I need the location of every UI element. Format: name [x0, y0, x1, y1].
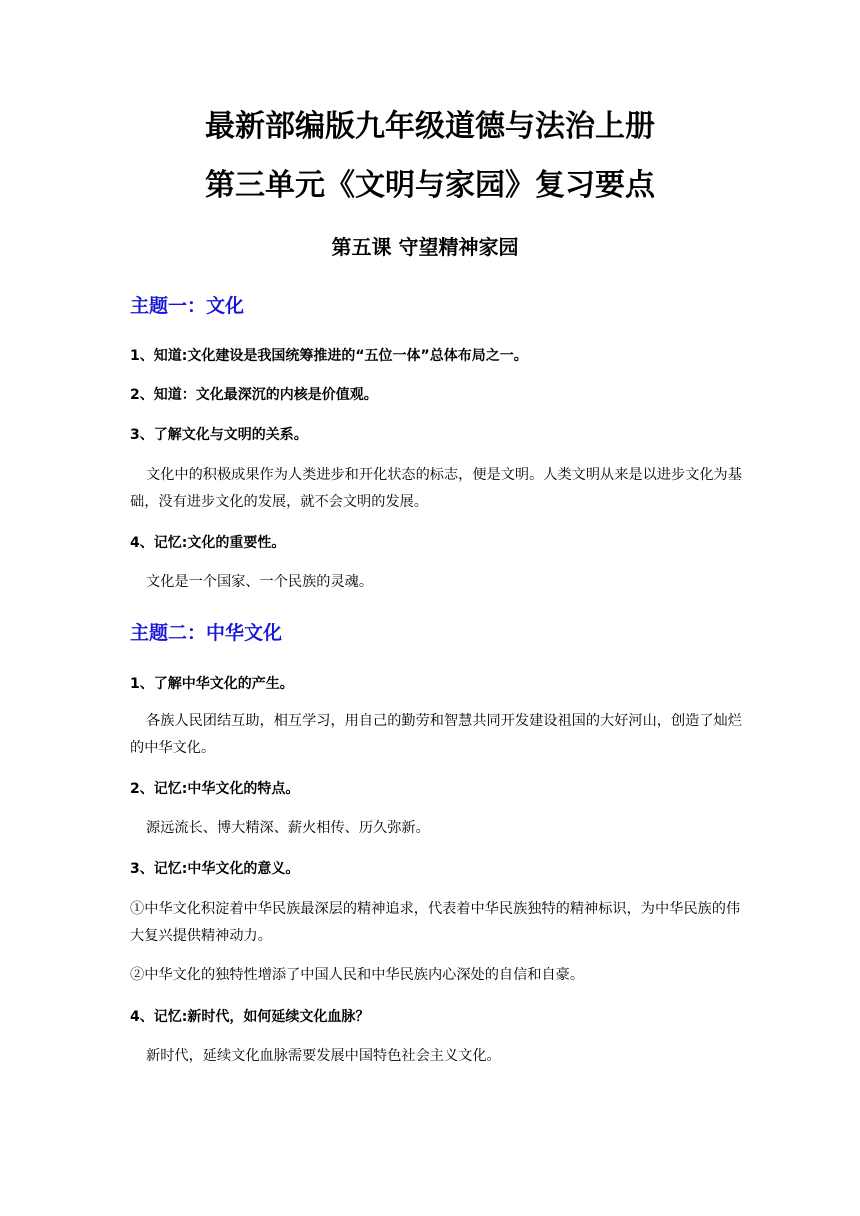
topic2-item4: 4、记忆:新时代，如何延续文化血脉？: [130, 1009, 370, 1025]
topic2-item3-point1: ①中华文化积淀着中华民族最深层的精神追求，代表着中华民族独特的精神标识，为中华民族的伟大复兴提供精神动力。: [130, 901, 741, 944]
topic2-item2-text: 源远流长、博大精深、薪火相传、历久弥新。: [146, 820, 430, 836]
topic2-heading: 主题二：中华文化: [130, 622, 283, 644]
topic1-item4-text: 文化是一个国家、一个民族的灵魂。: [146, 574, 374, 590]
topic2-item1: 1、了解中华文化的产生。: [130, 676, 294, 692]
topic2-item3: 3、记忆:中华文化的意义。: [130, 861, 300, 877]
topic1-item4: 4、记忆:文化的重要性。: [130, 535, 286, 551]
topic1-heading: 主题一：文化: [130, 295, 245, 317]
lesson-title: 第五课 守望精神家园: [331, 235, 519, 259]
topic2-item4-text: 新时代，延续文化血脉需要发展中国特色社会主义文化。: [146, 1048, 501, 1064]
topic1-item2: 2、知道：文化最深沉的内核是价值观。: [130, 387, 378, 403]
topic1-item1: 1、知道:文化建设是我国统筹推进的“五位一体”总体布局之一。: [130, 348, 528, 364]
topic2-item2: 2、记忆:中华文化的特点。: [130, 781, 300, 797]
topic2-item1-text: 各族人民团结互助，相互学习，用自己的勤劳和智慧共同开发建设祖国的大好河山，创造了灿烂的中华文化。: [130, 713, 742, 756]
topic2-item3-point2: ②中华文化的独特性增添了中国人民和中华民族内心深处的自信和自豪。: [130, 967, 585, 983]
topic1-item3-text: 文化中的积极成果作为人类进步和开化状态的标志，便是文明。人类文明从来是以进步文化为基础，没有进步文化的发展，就不会文明的发展。: [130, 467, 742, 510]
document-title-line2: 第三单元《文明与家园》复习要点: [205, 168, 655, 203]
topic1-item3: 3、了解文化与文明的关系。: [130, 427, 308, 443]
document-title-line1: 最新部编版九年级道德与法治上册: [205, 109, 655, 144]
